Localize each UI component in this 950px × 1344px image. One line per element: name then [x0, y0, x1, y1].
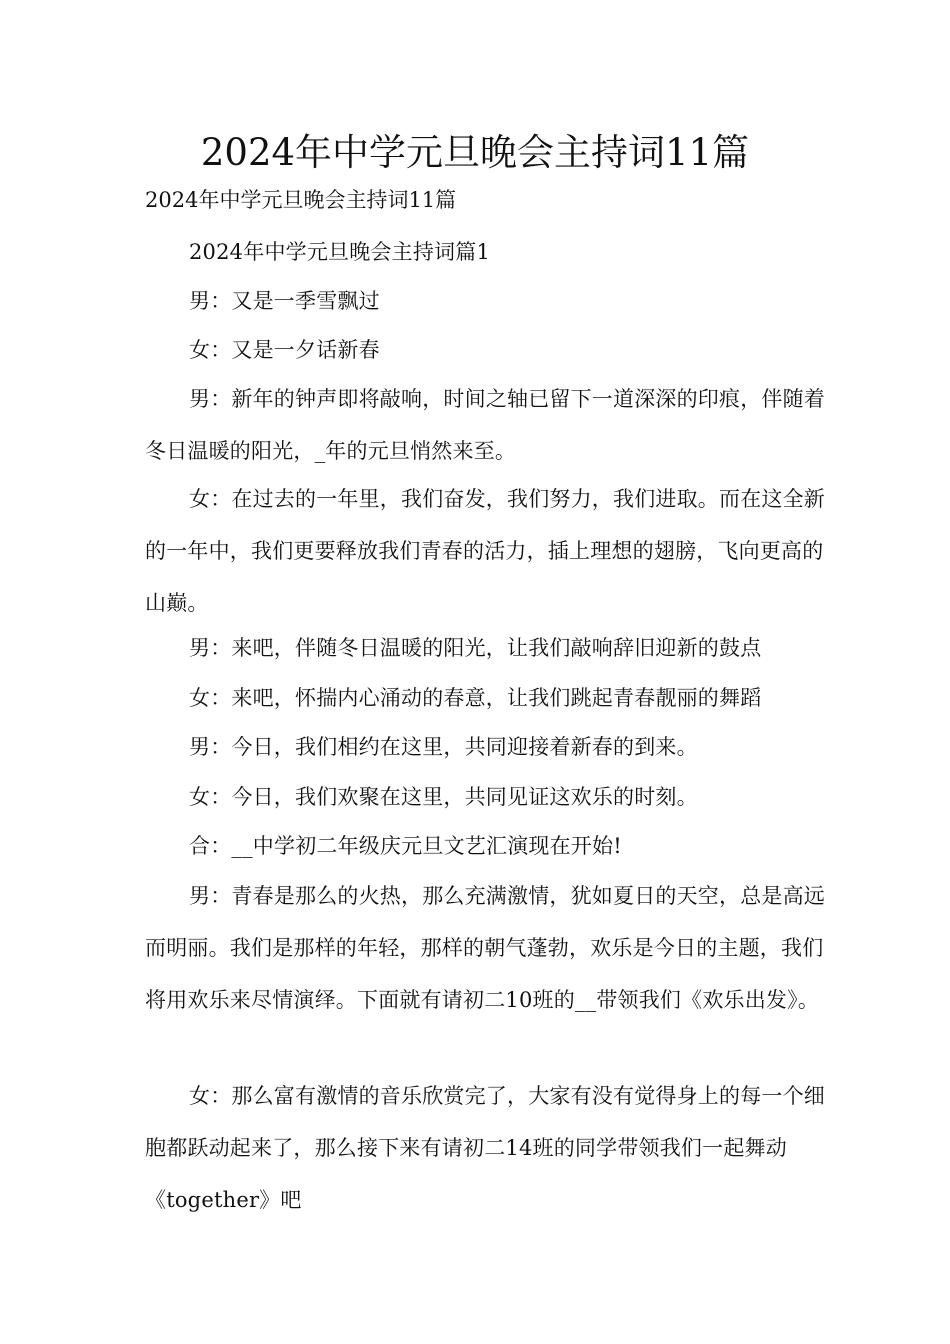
section-heading: 2024年中学元旦晚会主持词篇1 [189, 240, 491, 264]
paragraph: 女：今日，我们欢聚在这里，共同见证这欢乐的时刻。 [189, 785, 698, 809]
paragraph: 女：那么富有激情的音乐欣赏完了，大家有没有觉得身上的每一个细胞都跃动起来了，那么接下来有请初二14班的同学带领我们一起舞动《together》吧 [145, 1084, 825, 1212]
paragraph: 男：来吧，伴随冬日温暖的阳光，让我们敲响辞旧迎新的鼓点 [189, 636, 762, 660]
document-title: 2024年中学元旦晚会主持词11篇 [200, 131, 750, 174]
paragraph: 男：青春是那么的火热，那么充满激情，犹如夏日的天空，总是高远而明丽。我们是那样的年轻，那样的朝气蓬勃，欢乐是今日的主题，我们将用欢乐来尽情演绎。下面就有请初二10班的__带领我们《欢乐出发》。 [145, 884, 825, 1012]
paragraph: 男：又是一季雪飘过 [189, 289, 380, 313]
paragraph: 女：在过去的一年里，我们奋发，我们努力，我们进取。而在这全新的一年中，我们更要释放我们青春的活力，插上理想的翅膀，飞向更高的山巅。 [145, 487, 825, 615]
paragraph: 男：新年的钟声即将敲响，时间之轴已留下一道深深的印痕，伴随着冬日温暖的阳光，_年的元旦悄然来至。 [145, 387, 825, 463]
paragraph: 男：今日，我们相约在这里，共同迎接着新春的到来。 [189, 735, 698, 759]
paragraph: 女：又是一夕话新春 [189, 338, 380, 362]
paragraph: 女：来吧，怀揣内心涌动的春意，让我们跳起青春靓丽的舞蹈 [189, 686, 762, 710]
paragraph: 合：__中学初二年级庆元旦文艺汇演现在开始! [189, 834, 622, 858]
document-subtitle: 2024年中学元旦晚会主持词11篇 [145, 188, 457, 212]
